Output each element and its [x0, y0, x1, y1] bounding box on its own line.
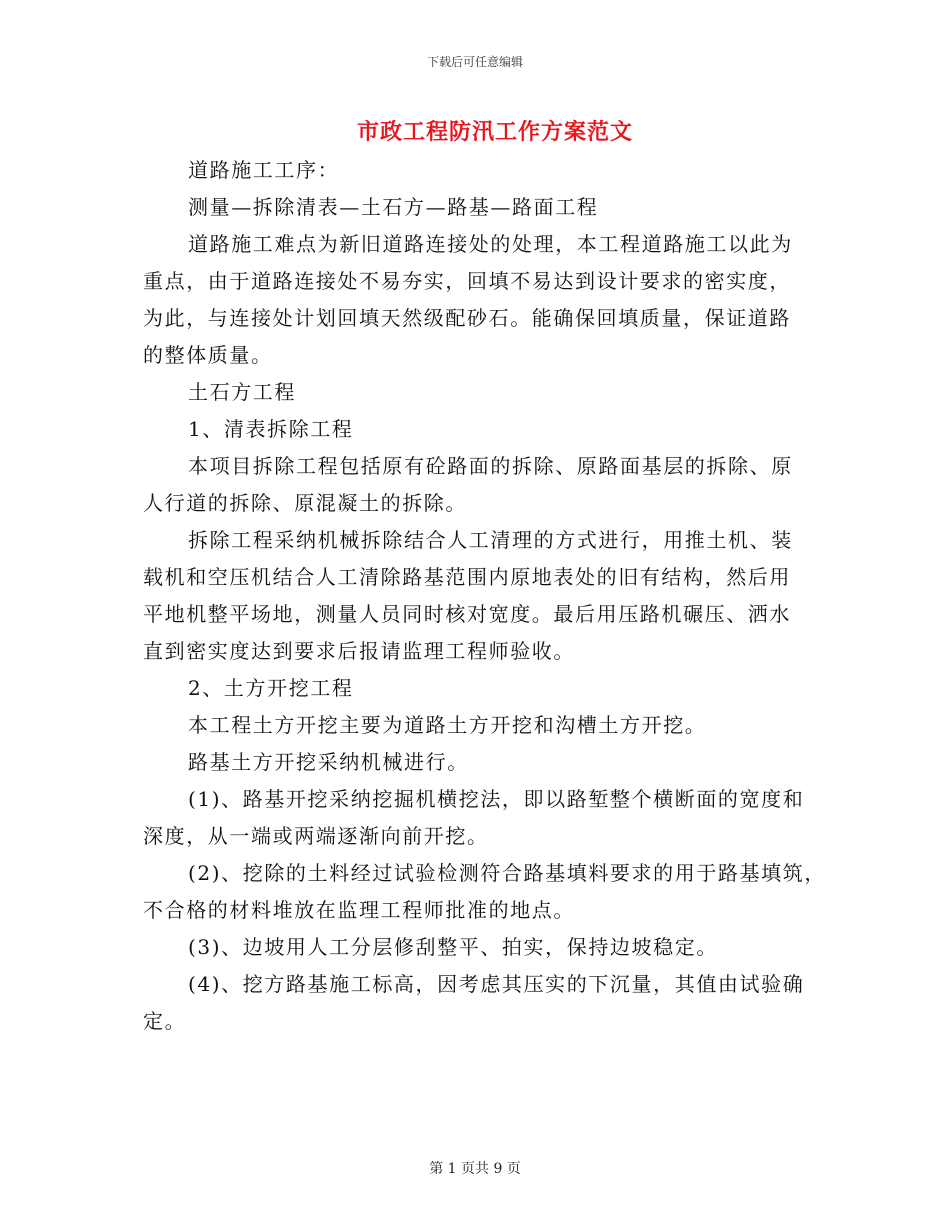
- document-title: 市政工程防汛工作方案范文: [356, 119, 633, 145]
- paragraph-line: 不合格的材料堆放在监理工程师批准的地点。: [143, 898, 575, 922]
- paragraph-line: (4)、挖方路基施工标高，因考虑其压实的下沉量，其值由试验确: [188, 972, 805, 996]
- paragraph-line: 为此，与连接处计划回填天然级配砂石。能确保回填质量，保证道路: [143, 306, 791, 330]
- paragraph-line: 测量—拆除清表—土石方—路基—路面工程: [188, 195, 599, 219]
- paragraph-line: 本工程土方开挖主要为道路土方开挖和沟槽土方开挖。: [188, 713, 707, 737]
- paragraph-line: 人行道的拆除、原混凝土的拆除。: [143, 491, 467, 515]
- paragraph-line: 道路施工难点为新旧道路连接处的处理，本工程道路施工以此为: [188, 232, 793, 256]
- document-body: [143, 152, 826, 1040]
- paragraph-line: 的整体质量。: [143, 343, 273, 367]
- paragraph-line: 定。: [143, 1009, 187, 1033]
- paragraph-line: 重点，由于道路连接处不易夯实，回填不易达到设计要求的密实度，: [143, 269, 791, 293]
- paragraph-line: (2)、挖除的土料经过试验检测符合路基填料要求的用于路基填筑，: [188, 861, 826, 885]
- paragraph-line: 2、土方开挖工程: [188, 676, 354, 700]
- paragraph-line: 拆除工程采纳机械拆除结合人工清理的方式进行，用推土机、装: [188, 528, 793, 552]
- paragraph-line: 本项目拆除工程包括原有砼路面的拆除、原路面基层的拆除、原: [188, 454, 793, 478]
- paragraph-line: 平地机整平场地，测量人员同时核对宽度。最后用压路机碾压、洒水: [143, 602, 791, 626]
- paragraph-line: (3)、边坡用人工分层修刮整平、拍实，保持边坡稳定。: [188, 935, 718, 959]
- paragraph-line: 路基土方开挖采纳机械进行。: [188, 750, 469, 774]
- paragraph-line: 1、清表拆除工程: [188, 417, 354, 441]
- paragraph-line: 道路施工工序：: [188, 158, 340, 182]
- paragraph-line: 直到密实度达到要求后报请监理工程师验收。: [143, 639, 575, 663]
- header-note: 下载后可任意编辑: [426, 55, 523, 69]
- paragraph-line: (1)、路基开挖采纳挖掘机横挖法，即以路堑整个横断面的宽度和: [188, 787, 805, 811]
- paragraph-line: 载机和空压机结合人工清除路基范围内原地表处的旧有结构，然后用: [143, 565, 791, 589]
- page-footer: 第 1 页共 9 页: [429, 1161, 521, 1177]
- paragraph-line: 深度，从一端或两端逐渐向前开挖。: [143, 824, 489, 848]
- paragraph-line: 土石方工程: [188, 380, 296, 404]
